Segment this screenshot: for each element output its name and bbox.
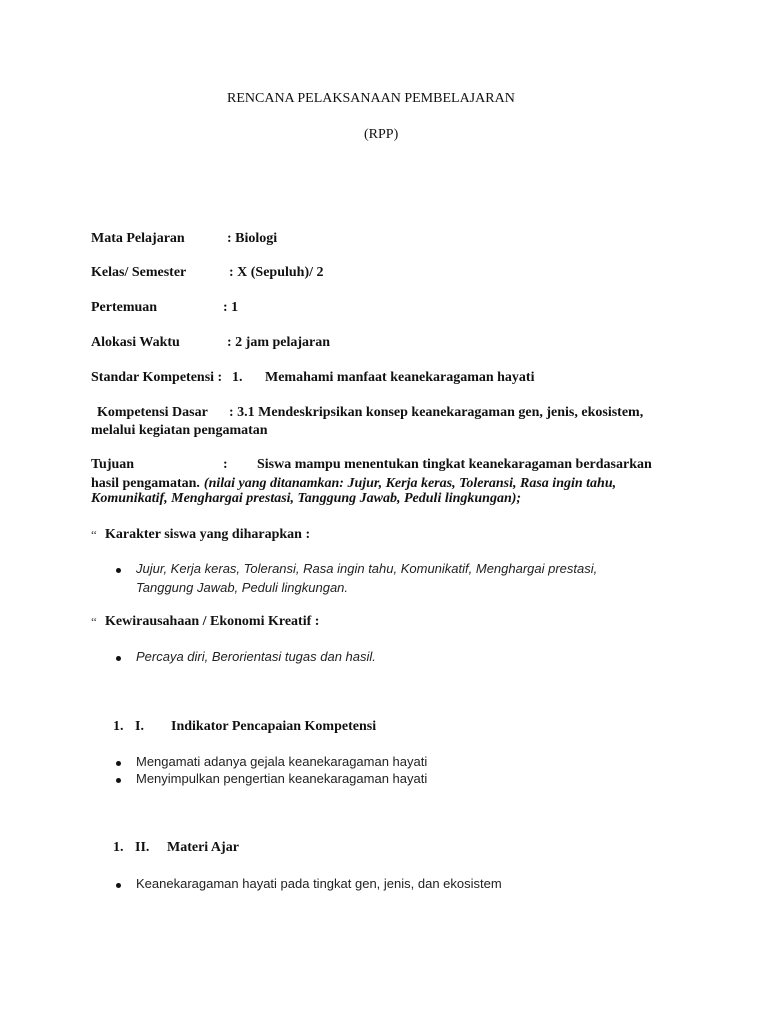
- tujuan-line2-plain: hasil pengamatan.: [91, 476, 200, 491]
- section1-item: Mengamati adanya gejala keanekaragaman hayati: [136, 754, 428, 769]
- mata-pelajaran-value: : Biologi: [227, 231, 278, 246]
- bullet-icon: [116, 568, 121, 573]
- section2-roman: II.: [135, 840, 150, 855]
- kompetensi-dasar-value: : 3.1 Mendeskripsikan konsep keanekaragaman gen, jenis, ekosistem,: [229, 405, 644, 420]
- section2-title: Materi Ajar: [167, 840, 239, 855]
- standar-value: Memahami manfaat keanekaragaman hayati: [265, 370, 535, 385]
- kewirausahaan-quote-mark: “: [91, 614, 97, 629]
- tujuan-line1: Siswa mampu menentukan tingkat keanekaragaman berdasarkan: [257, 457, 652, 472]
- standar-label: Standar Kompetensi :: [91, 370, 223, 385]
- section2-item: Keanekaragaman hayati pada tingkat gen, jenis, dan ekosistem: [136, 876, 502, 891]
- tujuan-line2-italic: (nilai yang ditanamkan: Jujur, Kerja keras, Toleransi, Rasa ingin tahu,: [203, 476, 617, 491]
- section1-item: Menyimpulkan pengertian keanekaragaman hayati: [136, 771, 428, 786]
- standar-number: 1.: [232, 370, 243, 385]
- pertemuan-label: Pertemuan: [91, 300, 158, 315]
- alokasi-value: : 2 jam pelajaran: [227, 335, 331, 350]
- tujuan-label: Tujuan: [91, 457, 135, 472]
- kelas-value: : X (Sepuluh)/ 2: [229, 265, 324, 280]
- alokasi-label: Alokasi Waktu: [91, 335, 180, 350]
- section1-title: Indikator Pencapaian Kompetensi: [171, 719, 377, 734]
- kompetensi-dasar-label: Kompetensi Dasar: [97, 405, 208, 420]
- karakter-heading: Karakter siswa yang diharapkan :: [105, 527, 311, 542]
- kompetensi-dasar-value-cont: melalui kegiatan pengamatan: [91, 423, 268, 438]
- kelas-label: Kelas/ Semester: [91, 265, 187, 280]
- pertemuan-value: : 1: [223, 300, 239, 315]
- karakter-item-line2: Tanggung Jawab, Peduli lingkungan.: [136, 580, 349, 595]
- section1-number: 1.: [113, 719, 124, 734]
- bullet-icon: [116, 656, 121, 661]
- bullet-icon: [116, 761, 121, 766]
- kewirausahaan-heading: Kewirausahaan / Ekonomi Kreatif :: [105, 614, 320, 629]
- section1-roman: I.: [135, 719, 144, 734]
- karakter-quote-mark: “: [91, 527, 97, 542]
- section2-number: 1.: [113, 840, 124, 855]
- mata-pelajaran-label: Mata Pelajaran: [91, 231, 185, 246]
- tujuan-colon: :: [223, 457, 228, 472]
- tujuan-line3: Komunikatif, Menghargai prestasi, Tanggung Jawab, Peduli lingkungan);: [91, 491, 522, 506]
- document-title: RENCANA PELAKSANAAN PEMBELAJARAN: [227, 91, 515, 106]
- karakter-item-line1: Jujur, Kerja keras, Toleransi, Rasa ingin tahu, Komunikatif, Menghargai prestasi,: [136, 561, 598, 576]
- kewirausahaan-item: Percaya diri, Berorientasi tugas dan hasil.: [136, 649, 376, 664]
- bullet-icon: [116, 883, 121, 888]
- tujuan-line2: [91, 474, 616, 492]
- document-subtitle: (RPP): [364, 127, 399, 142]
- bullet-icon: [116, 778, 121, 783]
